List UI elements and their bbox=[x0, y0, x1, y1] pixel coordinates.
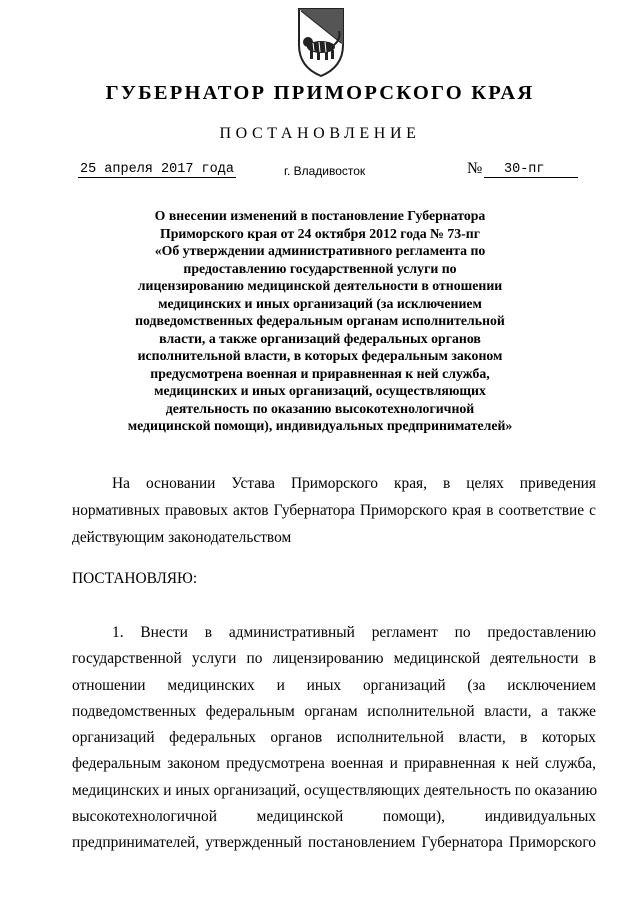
coat-of-arms-icon bbox=[295, 5, 347, 79]
document-city: г. Владивосток bbox=[284, 164, 366, 178]
item-1-line: организаций федеральных органов исполнительной власти, в которых bbox=[72, 729, 596, 747]
item-1-line: федеральным законом предусмотрена военная и приравненная к ней служба, bbox=[72, 755, 596, 773]
intro-line: нормативных правовых актов Губернатора Приморского края в соответствие с bbox=[72, 502, 596, 519]
document-heading bbox=[100, 207, 540, 435]
item-1-line: медицинских и иных организаций, осуществляющих деятельность по оказанию bbox=[72, 781, 598, 799]
heading-line: исполнительной власти, в которых федеральным законом bbox=[137, 348, 503, 363]
heading-line: О внесении изменений в постановление Губернатора bbox=[154, 208, 486, 223]
item-1-line: государственной услуги по лицензированию медицинской деятельности в bbox=[72, 650, 596, 668]
number-sign: № bbox=[467, 160, 483, 177]
heading-line: «Об утверждении административного регламента по bbox=[154, 243, 486, 258]
item-1-line: подведомственных федеральным органам исполнительной власти, а также bbox=[72, 702, 596, 720]
heading-line: деятельность по оказанию высокотехнологичной bbox=[165, 400, 475, 416]
heading-line: власти, а также организаций федеральных органов bbox=[159, 330, 481, 346]
document-number: 30-пг bbox=[504, 162, 545, 177]
heading-line: медицинских и иных организаций, осуществляющих bbox=[154, 383, 486, 398]
intro-line: На основании Устава Приморского края, в целях приведения bbox=[112, 475, 596, 492]
heading-line: предоставлению государственной услуги по bbox=[183, 260, 457, 276]
heading-line: подведомственных федеральным органам исполнительной bbox=[135, 313, 505, 328]
heading-line: предусмотрена военная и приравненная к ней служба, bbox=[150, 365, 490, 381]
heading-line: лицензированию медицинской деятельности в отношении bbox=[137, 278, 503, 293]
item-1-line: высокотехнологичной медицинской помощи), индивидуальных bbox=[72, 808, 596, 826]
item-1-line: отношении медицинских и иных организаций (за исключением bbox=[72, 676, 596, 694]
decree-word: ПОСТАНОВЛЯЮ: bbox=[72, 570, 198, 587]
heading-line: медицинской помощи), индивидуальных предпринимателей» bbox=[127, 418, 513, 433]
issuing-authority-title: ГУБЕРНАТОР ПРИМОРСКОГО КРАЯ bbox=[105, 82, 535, 104]
intro-paragraph bbox=[72, 470, 596, 551]
item-1-line: 1. Внести в административный регламент по предоставлению bbox=[112, 624, 596, 641]
document-type: ПОСТАНОВЛЕНИЕ bbox=[219, 125, 421, 142]
heading-line: Приморского края от 24 октября 2012 года № 73-пг bbox=[160, 225, 480, 241]
document-date: 25 апреля 2017 года bbox=[80, 162, 234, 177]
item-1-line: предпринимателей, утвержденный постановлением Губернатора Приморского bbox=[72, 834, 596, 852]
heading-line: медицинских и иных организаций (за исключением bbox=[158, 295, 482, 311]
item-1-paragraph bbox=[72, 620, 596, 857]
intro-line: действующим законодательством bbox=[72, 529, 292, 546]
document-number-field bbox=[484, 163, 578, 178]
